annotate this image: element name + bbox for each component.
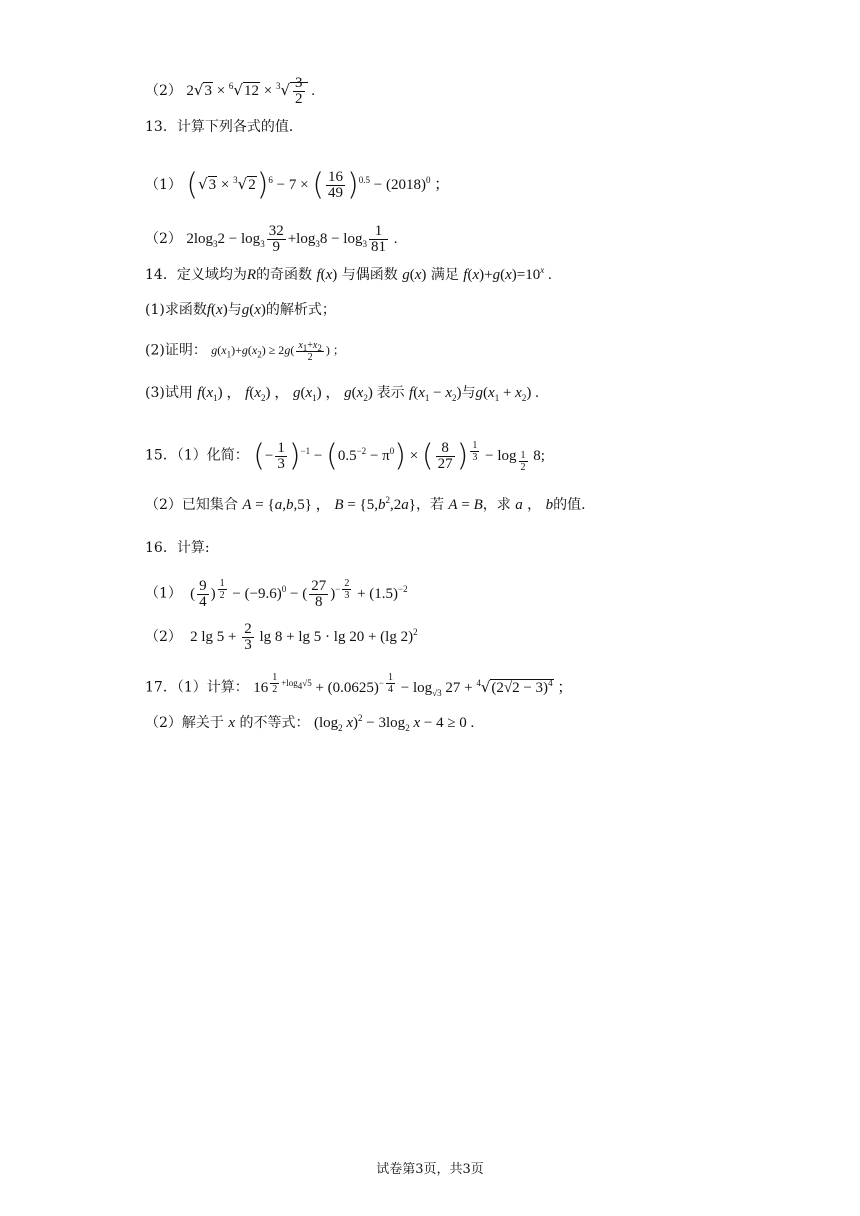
text: 满足: [430, 267, 459, 283]
text: (3)试用: [145, 385, 193, 401]
text: 的值.: [553, 497, 586, 513]
problem-15-part-2: （2）已知集合 A = {a,b,5} ， $B = \{5,b^2,2a\}$，若 A = B，求 a ， b的值.: [145, 495, 586, 513]
problem-17-part-1: 17．（1）计算： 16 $^{\frac{1}{2} +log_4√5} + (0.0625)^{- \frac{1}{4}}$ − $\log_{√3} 27 + ^4√(2√2 - 3)^4$ ；: [145, 672, 573, 698]
text: 的奇函数: [256, 267, 312, 283]
text: R: [246, 267, 256, 283]
problem-14-q2: (2)证明： $g(x_1)+g(x_2) \ge 2g$( $\frac{x_1+x_2}{2}$ ) ；: [145, 340, 345, 363]
text: (2)证明：: [145, 342, 207, 359]
problem-15-part-1: 15．（1）化简： (− $\frac{1}{3}$ )$^{-1} - (0.5^{-2} - \pi^0)$ × ( $\frac{8}{27}$ ) $^{\frac{1}{3}}$ − log $_{\frac{1}{2}}$ 8;: [145, 438, 545, 474]
text: 表示: [376, 385, 405, 401]
problem-13-part-2: （2） $2\log_32 - \log_3$ $\frac{32}{9}$ $+\log_38 - \log_3$ $\frac{1}{81}$ .: [145, 223, 398, 255]
problem-13-part-1: （1） $(√3 \times ^3√2)^6 - 7$ × ( $\frac{16}{49}$ )$^{0.5} - (2018)^0$ ；: [145, 167, 450, 203]
label: （2）: [145, 82, 182, 99]
text: ，求: [482, 497, 511, 513]
problem-16-title: 16．计算:: [145, 540, 210, 556]
text: ，若: [415, 497, 444, 513]
text: 15．（1）化简：: [145, 447, 249, 464]
text: 的不等式：: [239, 715, 310, 731]
text: 的解析式；: [265, 302, 336, 318]
text: 14．定义域均为: [145, 267, 247, 283]
page-footer: 试卷第3页，共3页: [376, 1162, 484, 1177]
label: （2）: [145, 230, 182, 247]
problem-17-part-2: （2）解关于 x 的不等式： ($\log_2$ $x)^2 - 3\log_2$ x − 4 ≥ 0 .: [145, 713, 475, 733]
text: （2）解关于: [145, 715, 224, 731]
text: (1)求函数: [145, 302, 207, 318]
text: 与: [461, 385, 476, 401]
problem-14-title: 14．定义域均为R的奇函数 f(x) 与偶函数 g(x) 满足 $f(x)+g(x)=10^x$ .: [145, 265, 552, 283]
text: 17．（1）计算：: [145, 679, 249, 696]
label: （1）: [145, 585, 182, 602]
problem-14-q1: (1)求函数f(x)与g(x)的解析式；: [145, 302, 336, 318]
problem-12-part-2: （2） 2√3 × $^6$√12 × $^3$√ $\frac{3}{2}$ .: [145, 75, 315, 107]
text: （2）已知集合: [145, 497, 238, 513]
label: （1）: [145, 176, 182, 193]
problem-14-q3: (3)试用 $f(x_1)$ ， $f(x_2)$ ， $g(x_1)$ ， $g(x_2)$ 表示 $f(x_1 - x_2)$与$g(x_1 + x_2)$ .: [145, 385, 539, 403]
text: 与偶函数: [341, 267, 398, 283]
problem-16-part-1: （1） ( $\frac{9}{4}$ ) $^{\frac{1}{2}}$ − $(-9.6)^0$ − ( $\frac{27}{8}$ )$^{- \frac{2}{3}}$ + $(1.5)^{-2}$: [145, 577, 408, 610]
problem-13-title: 13．计算下列各式的值．: [145, 119, 303, 135]
label: （2）: [145, 628, 182, 645]
text: 与: [227, 302, 242, 318]
problem-16-part-2: （2） 2 lg 5 + $\frac{2}{3}$ lg 8 + lg 5 · lg 20 + (lg 2)$^2$: [145, 621, 418, 653]
